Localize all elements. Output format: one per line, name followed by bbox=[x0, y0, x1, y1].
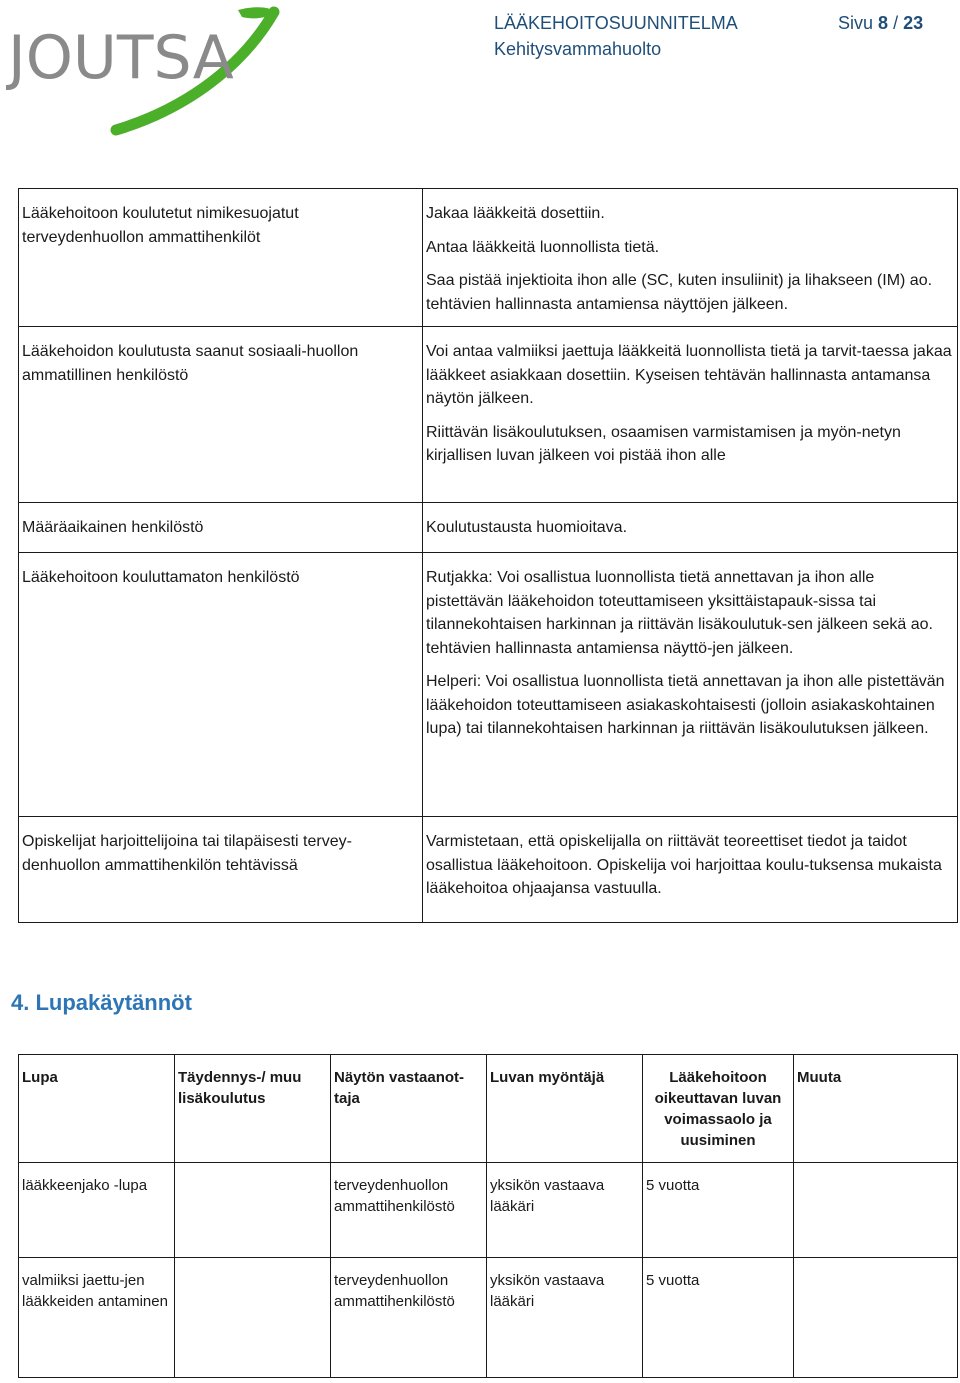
duty-text: Jakaa lääkkeitä dosettiin. bbox=[426, 205, 605, 222]
staff-role-cell bbox=[19, 327, 423, 503]
column-header-validity: Lääkehoitoon oikeuttavan luvan voimassaolo ja uusiminen bbox=[643, 1055, 794, 1163]
staff-role: Lääkehoitoon koulutetut nimikesuojatut terveydenhuollon ammattihenkilöt bbox=[22, 205, 299, 246]
document-header bbox=[494, 10, 738, 62]
table-row bbox=[19, 1163, 958, 1258]
duty-text: Helperi: Voi osallistua luonnollista tietä annettavan ja ihon alle pistettävän lääkehoidon toteuttamiseen asiakaskohtaisesti (jolloin asiakaskohtainen lupa) tai tilannekohtaisen harkinnan ja riittävän lisäkoulutuksen jälkeen. bbox=[426, 673, 945, 737]
table-row bbox=[19, 327, 958, 503]
permit-table bbox=[18, 1054, 958, 1378]
staff-role-cell bbox=[19, 189, 423, 327]
staff-role: Määräaikainen henkilöstö bbox=[22, 519, 204, 536]
demo-receiver-cell: terveydenhuollon ammattihenkilöstö bbox=[331, 1163, 487, 1258]
section-title: Lupakäytännöt bbox=[35, 990, 192, 1015]
table-row bbox=[19, 553, 958, 817]
validity-cell: 5 vuotta bbox=[643, 1258, 794, 1378]
page-label: Sivu bbox=[838, 13, 874, 33]
column-header-demo-receiver: Näytön vastaanot-taja bbox=[331, 1055, 487, 1163]
document-subtitle: Kehitysvammahuolto bbox=[494, 39, 662, 59]
joutsa-logo bbox=[6, 4, 296, 136]
staff-duties-cell bbox=[423, 503, 958, 553]
table-row bbox=[19, 189, 958, 327]
duty-text: Varmistetaan, että opiskelijalla on riittävät teoreettiset tiedot ja taidot osallistua lääkehoitoon. Opiskelija voi harjoittaa koulu-tuksensa mukaista lääkehoitoa ohjaajansa vastuulla. bbox=[426, 833, 942, 897]
table-row bbox=[19, 817, 958, 923]
duty-text: Antaa lääkkeitä luonnollista tietä. bbox=[426, 238, 660, 256]
column-header-grantor: Luvan myöntäjä bbox=[487, 1055, 643, 1163]
duty-text: Saa pistää injektioita ihon alle (SC, kuten insuliinit) ja lihakseen (IM) ao. tehtävien hallinnasta antamiensa näyttöjen jälkeen. bbox=[426, 272, 933, 313]
staff-role: Lääkehoitoon kouluttamaton henkilöstö bbox=[22, 569, 300, 586]
staff-role-cell bbox=[19, 817, 423, 923]
duty-text: Rutjakka: Voi osallistua luonnollista tietä annettavan ja ihon alle pistettävän lääkehoidon toteuttamiseen yksittäistapauk-sissa tai tilannekohtaisen harkinnan ja riittävän lisäkoulutuk-sen jälkeen sekä ao. tehtävien hallinnasta antamiensa näyttö-jen jälkeen. bbox=[426, 569, 933, 657]
permit-cell: lääkkeenjako -lupa bbox=[19, 1163, 175, 1258]
demo-receiver-cell: terveydenhuollon ammattihenkilöstö bbox=[331, 1258, 487, 1378]
staff-duties-cell bbox=[423, 553, 958, 817]
permit-cell: valmiiksi jaettu-jen lääkkeiden antaminen bbox=[19, 1258, 175, 1378]
validity-cell: 5 vuotta bbox=[643, 1163, 794, 1258]
column-header-other: Muuta bbox=[794, 1055, 958, 1163]
table-row bbox=[19, 1258, 958, 1378]
page-number: 8 bbox=[878, 13, 889, 33]
column-header-training: Täydennys-/ muu lisäkoulutus bbox=[175, 1055, 331, 1163]
other-cell bbox=[794, 1163, 958, 1258]
section-heading bbox=[11, 990, 192, 1016]
page-separator: / bbox=[893, 13, 899, 33]
column-header-permit: Lupa bbox=[19, 1055, 175, 1163]
training-cell bbox=[175, 1258, 331, 1378]
staff-role: Opiskelijat harjoittelijoina tai tilapäisesti tervey-denhuollon ammattihenkilön tehtävissä bbox=[22, 833, 352, 874]
staff-role-cell bbox=[19, 553, 423, 817]
training-cell bbox=[175, 1163, 331, 1258]
page-total: 23 bbox=[903, 13, 924, 33]
duty-text: Voi antaa valmiiksi jaettuja lääkkeitä luonnollista tietä ja tarvit-taessa jakaa lääkkeet asiakkaan dosettiin. Kyseisen tehtävän hallinnasta antamansa näytön jälkeen. bbox=[426, 343, 952, 407]
grantor-cell: yksikön vastaava lääkäri bbox=[487, 1258, 643, 1378]
duty-text: Riittävän lisäkoulutuksen, osaamisen varmistamisen ja myön-netyn kirjallisen luvan jälkeen voi pistää ihon alle bbox=[426, 423, 901, 464]
table-row bbox=[19, 503, 958, 553]
staff-role-cell bbox=[19, 503, 423, 553]
document-title: LÄÄKEHOITOSUUNNITELMA bbox=[494, 13, 738, 33]
staff-duties-cell bbox=[423, 327, 958, 503]
staff-responsibility-table bbox=[18, 188, 958, 923]
section-number: 4. bbox=[11, 990, 30, 1015]
logo-wordmark: JOUTSA bbox=[8, 23, 234, 93]
staff-duties-cell bbox=[423, 189, 958, 327]
grantor-cell: yksikön vastaava lääkäri bbox=[487, 1163, 643, 1258]
other-cell bbox=[794, 1258, 958, 1378]
duty-text: Koulutustausta huomioitava. bbox=[426, 519, 628, 536]
staff-role: Lääkehoidon koulutusta saanut sosiaali-huollon ammatillinen henkilöstö bbox=[22, 343, 359, 384]
joutsa-logo-graphic bbox=[6, 4, 296, 136]
page-indicator bbox=[838, 10, 923, 36]
permit-header-row bbox=[19, 1055, 958, 1163]
staff-duties-cell bbox=[423, 817, 958, 923]
